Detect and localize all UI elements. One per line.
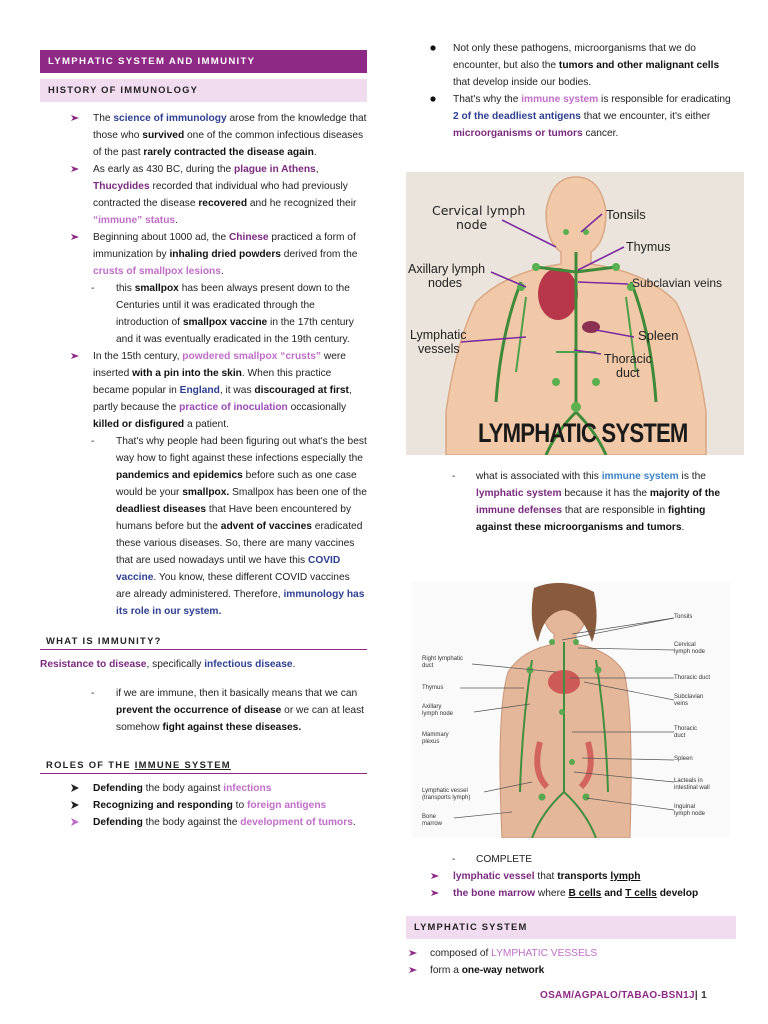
right-column-top <box>406 40 736 142</box>
right-column-middle <box>406 468 736 536</box>
right-column-bottom <box>406 851 736 979</box>
label-axillary-lymph-node: Axillary <box>422 704 442 710</box>
history-list <box>40 110 367 620</box>
label-inguinal-lymph-node: Inguinal <box>674 804 696 810</box>
page-footer: OSAM/AGPALO/TABAO-BSN1J| 1 <box>540 990 707 1001</box>
left-column <box>40 50 367 831</box>
chevron-bullet-icon <box>70 800 80 810</box>
lymphatic-system-list <box>406 945 736 979</box>
label-tonsils: Tonsils <box>674 614 693 620</box>
lymph-item-2: form a one-way network <box>406 962 736 979</box>
label-right-lymphatic-duct: Right lymphatic <box>422 656 464 662</box>
arrow-bullet-icon <box>430 888 440 898</box>
lymph-item-1: composed of LYMPHATIC VESSELS <box>406 945 736 962</box>
section-header-roles: ROLES OF THE IMMUNE SYSTEM <box>40 756 367 774</box>
figure-title: LYMPHATIC SYSTEM <box>478 418 688 448</box>
label-lacteals: Lacteals in <box>674 778 703 784</box>
label-subclavian-veins: Subclavian <box>674 694 704 700</box>
arrow-bullet-icon <box>70 232 80 242</box>
lymphatic-system-illustration: Cervical lymph node Tonsils Thymus Axillary lymph nodes Subclavian veins Lymphatic vessels Spleen Thoracic duct LYMPHATIC SYSTEM <box>406 172 744 455</box>
complete-item-1: lymphatic vessel that transports lymph <box>406 868 736 885</box>
right-bullet-2: That's why the immune system is responsible for eradicating 2 of the deadliest antigens that we encounter, it's either microorganisms or tumors cancer. <box>406 91 736 142</box>
arrow-bullet-icon <box>70 351 80 361</box>
arrow-bullet-icon <box>70 113 80 123</box>
history-item-1: The science of immunology arose from the knowledge that those who survived one of the common infectious diseases of the past rarely contracted the disease again. <box>40 110 367 161</box>
role-item-1: Defending the body against infections <box>40 780 367 797</box>
label-lymphatic-vessels: Lymphatic <box>410 328 467 342</box>
chevron-bullet-icon <box>70 817 80 827</box>
history-item-2: As early as 430 BC, during the plague in Athens, Thucydides recorded that individual who had previously contracted the disease recovered and he recognized their “immune” status. <box>40 161 367 229</box>
section-header-history: HISTORY OF IMMUNOLOGY <box>40 79 367 102</box>
label-thymus: Thymus <box>626 240 671 254</box>
role-item-2: Recognizing and responding to foreign antigens <box>40 797 367 814</box>
complete-item-2: the bone marrow where B cells and T cells develop <box>406 885 736 902</box>
role-item-3: Defending the body against the development of tumors. <box>40 814 367 831</box>
dot-bullet-icon <box>430 96 440 106</box>
immunity-definition: Resistance to disease, specifically infectious disease. <box>40 659 296 670</box>
history-subitem-1: - this smallpox has been always present down to the Centuries until it was eradicated through the introduction of smallpox vaccine in the 17th century and it was eventually eradicated in the 19th century. <box>91 283 354 345</box>
label-cervical-lymph-node: Cervical <box>674 642 696 648</box>
history-item-4: In the 15th century, powdered smallpox “crusts” were inserted with a pin into the skin. When this practice became popular in England, it was discouraged at first, partly because the practice of inoculation occasionally killed or disfigured a patient. <box>40 348 367 433</box>
chevron-bullet-icon <box>70 783 80 793</box>
immunity-subitem: - if we are immune, then it basically means that we can prevent the occurrence of disease or we can at least somehow fight against these diseases. <box>91 688 365 733</box>
lymphatic-anatomy-diagram: Tonsils Cervical lymph node Right lymphatic duct Thoracic duct Thymus Subclavian veins Axillary lymph node Thoracic duct Mammary plexus Spleen Lacteals in intestinal wall Lymphatic vessel (transports lymph) Inguinal lymph node Bone marrow <box>412 582 730 838</box>
section-header-immunity: WHAT IS IMMUNITY? <box>40 632 367 650</box>
right-bullet-1: Not only these pathogens, microorganisms that we do encounter, but also the tumors and other malignant cells that develop inside our bodies. <box>406 40 736 91</box>
label-tonsils: Tonsils <box>606 207 646 222</box>
label-mammary-plexus: Mammary <box>422 732 449 738</box>
complete-label: - COMPLETE <box>452 854 533 865</box>
label-bone-marrow: Bone <box>422 814 437 820</box>
label-thoracic-duct-b: Thoracic <box>674 726 698 732</box>
history-subitem-2: - That's why people had been figuring out what's the best way how to fight against these infections especially the pandemics and epidemics before such as one case would be your smallpox. Smallpox has been one of the deadliest diseases that Have been encountered by humans before but the advent of vaccines eradicated these various diseases. So, there are many vaccines that are used nowadays until we have this COVID vaccine. You know, these different COVID vaccines are already administered. Therefore, immunology has its role in our system. <box>91 436 367 617</box>
dot-bullet-icon <box>430 45 440 55</box>
label-thymus: Thymus <box>422 685 444 691</box>
arrow-bullet-icon <box>70 164 80 174</box>
label-thoracic-duct: Thoracic duct <box>674 675 711 681</box>
lymphatic-association-subitem: - what is associated with this immune system is the lymphatic system because it has the majority of the immune defenses that are responsible in fighting against these microorganisms and tumors. <box>452 471 721 533</box>
history-item-3: Beginning about 1000 ad, the Chinese practiced a form of immunization by inhaling dried powders derived from the crusts of smallpox lesions. <box>40 229 367 280</box>
label-lymphatic-vessel: Lymphatic vessel <box>422 788 468 794</box>
label-axillary-lymph-nodes: Axillary lymph <box>408 262 486 276</box>
roles-list <box>40 780 367 831</box>
label-spleen: Spleen <box>638 328 679 343</box>
section-header-lymphatic-immunity: LYMPHATIC SYSTEM AND IMMUNITY <box>40 50 367 73</box>
label-subclavian-veins: Subclavian veins <box>632 276 723 290</box>
arrow-bullet-icon <box>430 871 440 881</box>
arrow-bullet-icon <box>408 948 418 958</box>
label-spleen: Spleen <box>674 756 693 762</box>
section-header-lymphatic-system: LYMPHATIC SYSTEM <box>406 916 736 939</box>
arrow-bullet-icon <box>408 965 418 975</box>
label-thoracic-duct: Thoracic <box>604 352 652 366</box>
label-cervical-lymph-node: Cervical lymph <box>432 203 526 218</box>
